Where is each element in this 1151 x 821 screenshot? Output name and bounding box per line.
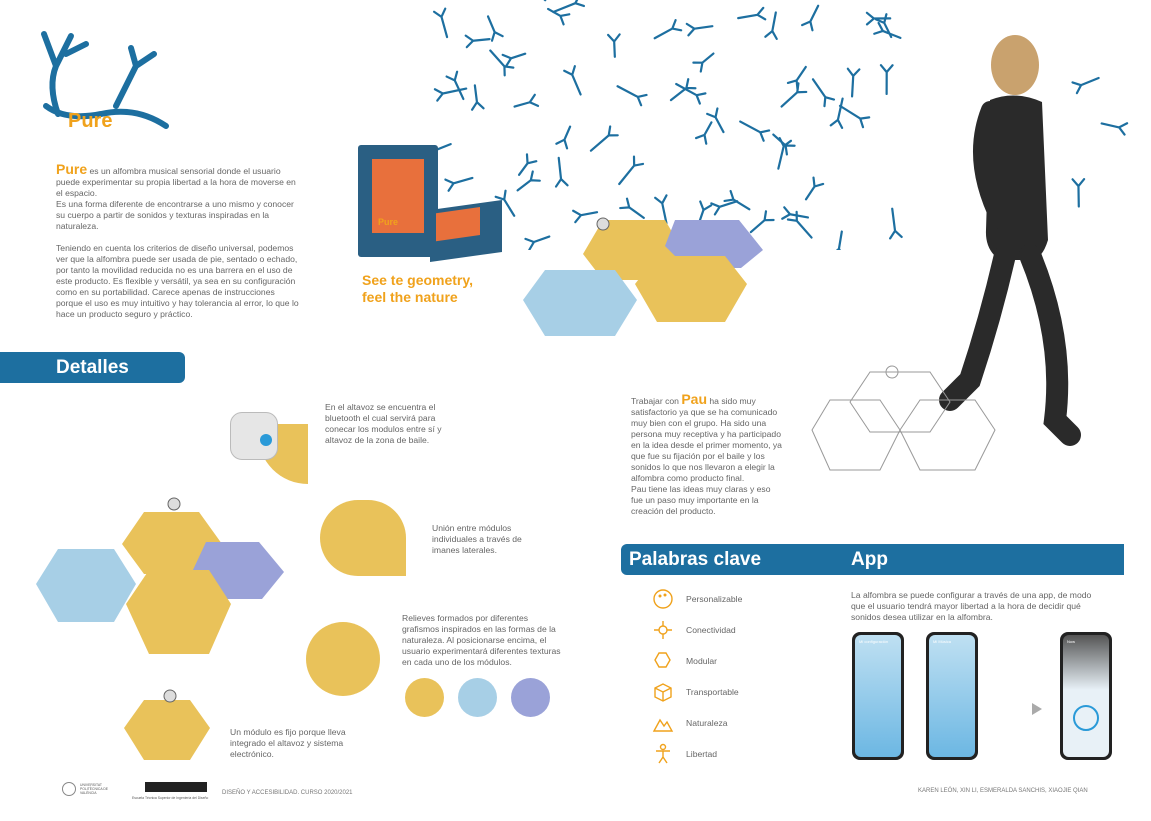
- hex-modules-left: [34, 494, 314, 664]
- speaker-text: En el altavoz se encuentra el bluetooth el cual servirá para conecar los modulos entre sí y altavoz de la zona de baile.: [325, 402, 442, 445]
- speaker-image: [228, 404, 302, 478]
- etsid-name: Escuela Técnica Superior de Ingeniería del Diseño: [132, 796, 209, 800]
- keyword-label: Libertad: [686, 748, 718, 759]
- palette-icon: [652, 588, 674, 610]
- hex-modules-top: [515, 212, 775, 342]
- keyword-item: [652, 614, 742, 645]
- product-box-open: [430, 200, 502, 262]
- branch-glyph: [881, 65, 893, 94]
- keyword-item: [652, 583, 742, 614]
- pau-lead: Trabajar con: [631, 396, 679, 406]
- branch-glyph: [890, 209, 902, 239]
- branch-glyph: [707, 108, 723, 132]
- branch-glyph: [564, 66, 580, 94]
- branch-glyph: [840, 106, 869, 127]
- branch-glyph: [619, 157, 643, 184]
- pau-text2: Pau tiene las ideas muy claras y eso fue un paso muy importante en la creación del producto.: [631, 484, 771, 516]
- branch-glyph: [1102, 123, 1127, 134]
- branch-glyph: [608, 34, 620, 56]
- branch-glyph: [472, 85, 484, 109]
- branch-glyph: [765, 12, 776, 38]
- slogan: [362, 272, 473, 306]
- branch-glyph: [738, 8, 765, 19]
- branch-glyph: [445, 178, 472, 191]
- branch-glyph: [548, 9, 569, 24]
- authors-text: KAREN LEÓN, XIN LI, ESMERALDA SANCHIS, XIAOJIE QIAN: [918, 788, 1088, 794]
- magnet-detail-image: [320, 500, 406, 576]
- branch-glyph: [782, 207, 808, 218]
- keyword-label: Naturaleza: [686, 717, 728, 728]
- texture-swatch-yellow: [405, 678, 444, 717]
- branch-glyph: [503, 54, 526, 66]
- keyword-label: Transportable: [686, 686, 739, 697]
- branch-glyph: [553, 0, 584, 12]
- slogan-line1: See te geometry,: [362, 272, 474, 288]
- keyword-item: [652, 676, 742, 707]
- branch-glyph: [696, 122, 711, 143]
- person-icon: [652, 743, 674, 765]
- detalles-title: Detalles: [56, 356, 129, 378]
- branch-glyph: [671, 79, 695, 100]
- branch-glyph: [466, 36, 490, 48]
- intro-para3: Teniendo en cuenta los criterios de diseño universal, podemos ver que la alfombra puede ser usada de pie, sentado o echado, por tanto la movilidad reducida no es una barrera en el uso de este producto. Es flexible y versátil, ya sea en su configuración como en su portabilidad. Carece apenas de instrucciones porque el uso es muy intuitivo y hay tolerancia al error, lo que lo hace un producto seguro y práctico.: [56, 243, 299, 319]
- detalles-banner: [0, 352, 185, 383]
- product-box: [358, 145, 438, 257]
- intro-para1: es un alfombra musical sensorial donde el usuario puede experimentar su propia libertad a la hora de moverse en el espacio.: [56, 166, 296, 198]
- branch-glyph: [515, 95, 538, 107]
- texture-swatch-blue: [458, 678, 497, 717]
- keyword-item: [652, 645, 742, 676]
- screen-title: Now: [1067, 639, 1076, 644]
- branch-glyph: [618, 86, 647, 105]
- branch-glyph: [782, 83, 807, 106]
- course-text: DISEÑO Y ACCESIBILIDAD. CURSO 2020/2021: [222, 790, 353, 796]
- branch-glyph: [655, 20, 682, 38]
- branch-glyph: [802, 6, 818, 30]
- pau-text: [631, 391, 783, 517]
- speaker-light: [260, 434, 272, 446]
- keyword-label: Conectividad: [686, 624, 736, 635]
- branch-glyph: [447, 72, 464, 99]
- branch-glyph: [832, 232, 843, 250]
- branch-glyph: [556, 127, 570, 149]
- arrow-right-icon: [1000, 702, 1042, 716]
- phone-screen: [1063, 635, 1109, 757]
- screen-title: Mi Música: [933, 639, 952, 644]
- keyword-item: [652, 707, 742, 738]
- texture-swatch-purple: [511, 678, 550, 717]
- slogan-line2: feel the nature: [362, 289, 458, 305]
- brand-name: Pure: [68, 110, 113, 132]
- intro-para2: Es una forma diferente de encontrarse a uno mismo y conocer su cuerpo a partir de sonidos y texturas inspiradas en la naturaleza.: [56, 199, 294, 231]
- upv-name: UNIVERSITAT POLITÈCNICA DE VALÈNCIA: [80, 783, 109, 795]
- etsid-logo: [145, 782, 207, 792]
- branch-glyph: [831, 99, 843, 128]
- relief-text: Relieves formados por diferentes grafismos inspirados en las formas de la naturaleza. Al posicionarse encima, el usuario experimentará diferentes texturas en cada uno de los módulos.: [402, 613, 561, 667]
- upv-logo: [62, 782, 76, 796]
- box-lid: [436, 207, 480, 241]
- box-brand: Pure: [378, 217, 399, 227]
- branch-glyph: [556, 158, 568, 187]
- play-button-icon: [1073, 705, 1099, 731]
- phone-screen: [855, 635, 901, 757]
- phone-screen: [929, 635, 975, 757]
- phone-music: [926, 632, 978, 760]
- screen-title: Mi configuración: [859, 639, 889, 644]
- relief-detail-image: [306, 622, 380, 696]
- branch-glyph: [740, 122, 769, 141]
- phone-player: [1060, 632, 1112, 760]
- keywords-list: [652, 583, 742, 769]
- pau-name: Pau: [681, 391, 708, 407]
- intro-lead: Pure: [56, 161, 88, 177]
- branch-glyph: [813, 79, 834, 106]
- branch-glyph: [693, 54, 713, 72]
- pau-text1: ha sido muy satisfactorio ya que se ha comunicado muy bien con el grupo. Ha sido una persona muy receptiva y ha participado en la idea desde el primer momento, ya que fue su fijación por el baile y los sonidos lo que nos llevaron a elegir la alfombra como producto final.: [631, 396, 782, 483]
- mountain-icon: [652, 712, 674, 734]
- hex-sketch: [800, 360, 1000, 490]
- branch-glyph: [687, 24, 713, 35]
- fixed-text: Un módulo es fijo porque lleva integrado el altavoz y sistema electrónico.: [230, 727, 346, 759]
- network-icon: [652, 619, 674, 641]
- magnets-text: Unión entre módulos individuales a través de imanes laterales.: [432, 523, 522, 555]
- app-title: App: [851, 548, 888, 570]
- branch-glyph: [488, 16, 503, 40]
- branch-glyph: [806, 178, 823, 200]
- app-text: La alfombra se puede configurar a través de una app, de modo que el usuario tendrá mayor libertad a la hora de decidir qué sonidos desea utilizar en la alfombra.: [851, 590, 1092, 622]
- keywords-banner: [621, 544, 839, 575]
- branch-glyph: [518, 171, 540, 190]
- hexagons-icon: [652, 650, 674, 672]
- branch-glyph: [778, 138, 791, 169]
- branch-glyph: [434, 9, 447, 37]
- fixed-module-image: [122, 688, 212, 763]
- keyword-item: [652, 738, 742, 769]
- keyword-label: Modular: [686, 655, 718, 666]
- branch-glyph: [788, 67, 806, 89]
- keyword-label: Personalizable: [686, 593, 743, 604]
- branch-glyph: [591, 127, 618, 151]
- box-icon: [652, 681, 674, 703]
- keywords-title: Palabras clave: [629, 548, 762, 570]
- branch-glyph: [848, 69, 860, 97]
- intro-text: [56, 161, 300, 320]
- app-banner: [837, 544, 1124, 575]
- phone-config: [852, 632, 904, 760]
